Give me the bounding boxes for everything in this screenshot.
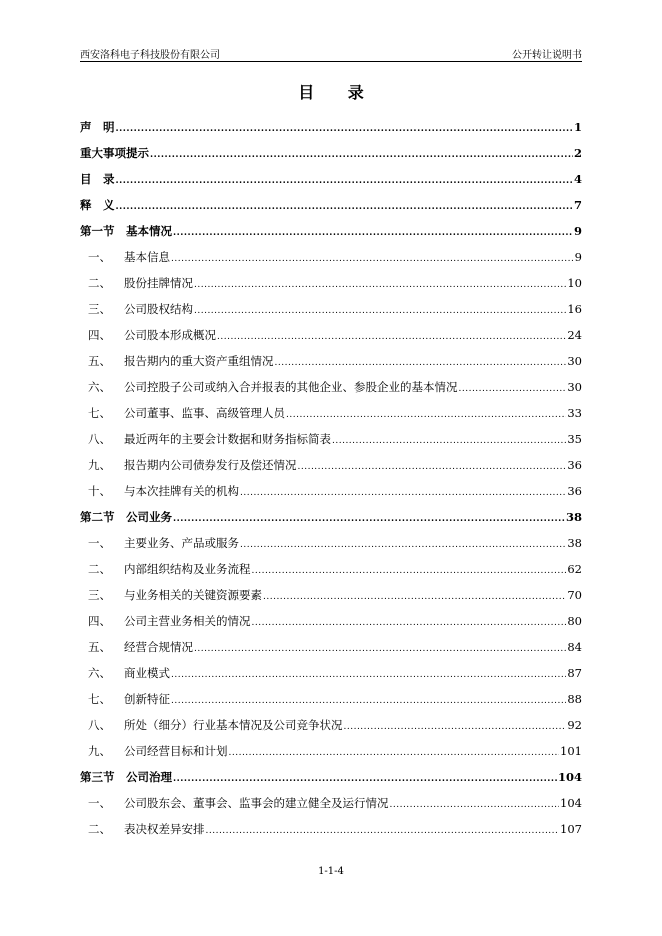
toc-dot-leader — [229, 749, 560, 758]
toc-section-entry[interactable] — [80, 192, 582, 218]
toc-entry-number: 九、 — [88, 458, 111, 472]
footer-page-number: 1-1-4 — [318, 866, 344, 877]
toc-dot-leader — [194, 645, 566, 654]
toc-entry-label: 公司经营目标和计划 — [124, 744, 228, 758]
toc-entry-page: 38 — [565, 510, 582, 524]
toc-subsection-entry[interactable] — [80, 296, 582, 322]
toc-entry-number: 八、 — [88, 718, 111, 732]
toc-dot-leader — [116, 203, 573, 212]
toc-subsection-entry[interactable] — [80, 452, 582, 478]
toc-entry-page: 4 — [573, 172, 582, 186]
toc-dot-leader — [171, 697, 566, 706]
toc-entry-label: 内部组织结构及业务流程 — [124, 562, 251, 576]
toc-entry-page: 1 — [573, 120, 582, 134]
toc-entry-label: 重大事项提示 — [80, 146, 149, 160]
toc-subsection-entry[interactable] — [80, 712, 582, 738]
toc-entry-label: 报告期内的重大资产重组情况 — [124, 354, 274, 368]
header-rule — [80, 61, 582, 62]
toc-subsection-entry[interactable] — [80, 608, 582, 634]
toc-subsection-entry[interactable] — [80, 634, 582, 660]
toc-entry-page: 2 — [573, 146, 582, 160]
toc-entry-label: 主要业务、产品或服务 — [124, 536, 239, 550]
toc-entry-number: 三、 — [88, 588, 111, 602]
toc-entry-number: 五、 — [88, 354, 111, 368]
toc-dot-leader — [171, 671, 566, 680]
toc-subsection-entry[interactable] — [80, 660, 582, 686]
toc-subsection-entry[interactable] — [80, 348, 582, 374]
toc-entry-number: 七、 — [88, 692, 111, 706]
header-company-name: 西安洛科电子科技股份有限公司 — [80, 50, 220, 61]
toc-entry-label: 释 义 — [80, 198, 115, 212]
toc-dot-leader — [240, 489, 566, 498]
toc-dot-leader — [286, 411, 566, 420]
toc-entry-page: 87 — [567, 666, 582, 680]
toc-entry-page: 70 — [567, 588, 582, 602]
toc-entry-page: 84 — [567, 640, 582, 654]
toc-entry-number: 九、 — [88, 744, 111, 758]
toc-subsection-entry[interactable] — [80, 426, 582, 452]
toc-entry-number: 二、 — [88, 276, 111, 290]
toc-entry-label: 公司控股子公司或纳入合并报表的其他企业、参股企业的基本情况 — [124, 380, 458, 394]
toc-entry-label: 商业模式 — [124, 666, 170, 680]
toc-entry-label: 公司股本形成概况 — [124, 328, 216, 342]
toc-entry-label: 第三节 公司治理 — [80, 770, 172, 784]
toc-entry-page: 36 — [567, 458, 582, 472]
toc-dot-leader — [194, 307, 566, 316]
toc-dot-leader — [332, 437, 566, 446]
header-document-type: 公开转让说明书 — [512, 50, 582, 61]
toc-entry-page: 16 — [567, 302, 582, 316]
toc-entry-page: 7 — [573, 198, 582, 212]
toc-entry-label: 声 明 — [80, 120, 115, 134]
toc-subsection-entry[interactable] — [80, 790, 582, 816]
toc-entry-label: 报告期内公司债券发行及偿还情况 — [124, 458, 297, 472]
toc-entry-number: 四、 — [88, 328, 111, 342]
toc-subsection-entry[interactable] — [80, 686, 582, 712]
toc-subsection-entry[interactable] — [80, 738, 582, 764]
toc-entry-label: 股份挂牌情况 — [124, 276, 193, 290]
toc-entry-label: 第二节 公司业务 — [80, 510, 172, 524]
toc-dot-leader — [173, 229, 573, 238]
toc-entry-number: 七、 — [88, 406, 111, 420]
page-title: 目 录 — [298, 83, 378, 102]
toc-entry-page: 38 — [567, 536, 582, 550]
toc-entry-page: 30 — [567, 354, 582, 368]
toc-subsection-entry[interactable] — [80, 478, 582, 504]
toc-entry-page: 33 — [567, 406, 582, 420]
toc-dot-leader — [116, 177, 573, 186]
toc-entry-number: 一、 — [88, 250, 111, 264]
toc-entry-label: 与本次挂牌有关的机构 — [124, 484, 239, 498]
toc-section-entry[interactable] — [80, 140, 582, 166]
toc-entry-number: 六、 — [88, 380, 111, 394]
toc-dot-leader — [173, 515, 565, 524]
toc-entry-label: 公司主营业务相关的情况 — [124, 614, 251, 628]
toc-entry-label: 公司股权结构 — [124, 302, 193, 316]
toc-entry-page: 104 — [560, 796, 582, 810]
toc-section-entry[interactable] — [80, 764, 582, 790]
toc-entry-label: 公司董事、监事、高级管理人员 — [124, 406, 285, 420]
toc-entry-label: 创新特征 — [124, 692, 170, 706]
toc-entry-number: 二、 — [88, 822, 111, 836]
toc-entry-page: 104 — [557, 770, 582, 784]
toc-subsection-entry[interactable] — [80, 530, 582, 556]
toc-entry-number: 四、 — [88, 614, 111, 628]
toc-dot-leader — [275, 359, 567, 368]
toc-section-entry[interactable] — [80, 114, 582, 140]
toc-dot-leader — [116, 125, 573, 134]
toc-dot-leader — [173, 775, 557, 784]
toc-entry-page: 101 — [560, 744, 582, 758]
toc-subsection-entry[interactable] — [80, 582, 582, 608]
toc-entry-number: 一、 — [88, 796, 111, 810]
toc-subsection-entry[interactable] — [80, 400, 582, 426]
toc-entry-page: 88 — [567, 692, 582, 706]
toc-dot-leader — [459, 385, 567, 394]
toc-subsection-entry[interactable] — [80, 556, 582, 582]
toc-dot-leader — [252, 619, 567, 628]
toc-entry-number: 一、 — [88, 536, 111, 550]
toc-entry-page: 107 — [560, 822, 582, 836]
toc-subsection-entry[interactable] — [80, 244, 582, 270]
toc-dot-leader — [150, 151, 573, 160]
toc-entry-label: 最近两年的主要会计数据和财务指标简表 — [124, 432, 331, 446]
page-footer — [0, 866, 662, 877]
toc-entry-number: 六、 — [88, 666, 111, 680]
toc-dot-leader — [263, 593, 566, 602]
toc-dot-leader — [206, 827, 560, 836]
toc-dot-leader — [344, 723, 567, 732]
toc-entry-label: 第一节 基本情况 — [80, 224, 172, 238]
toc-section-entry[interactable] — [80, 504, 582, 530]
toc-dot-leader — [217, 333, 566, 342]
table-of-contents — [80, 114, 582, 842]
toc-entry-number: 二、 — [88, 562, 111, 576]
toc-dot-leader — [390, 801, 560, 810]
toc-entry-label: 基本信息 — [124, 250, 170, 264]
toc-section-entry[interactable] — [80, 166, 582, 192]
toc-entry-label: 表决权差异安排 — [124, 822, 205, 836]
toc-entry-number: 十、 — [88, 484, 111, 498]
toc-entry-page: 62 — [567, 562, 582, 576]
toc-entry-label: 目 录 — [80, 172, 115, 186]
toc-entry-page: 9 — [573, 224, 582, 238]
toc-entry-label: 与业务相关的关键资源要素 — [124, 588, 262, 602]
toc-dot-leader — [252, 567, 567, 576]
toc-subsection-entry[interactable] — [80, 322, 582, 348]
toc-entry-page: 92 — [567, 718, 582, 732]
toc-entry-number: 三、 — [88, 302, 111, 316]
toc-section-entry[interactable] — [80, 218, 582, 244]
toc-subsection-entry[interactable] — [80, 270, 582, 296]
toc-entry-page: 80 — [567, 614, 582, 628]
toc-entry-number: 八、 — [88, 432, 111, 446]
toc-entry-page: 9 — [574, 250, 582, 264]
toc-entry-page: 36 — [567, 484, 582, 498]
toc-entry-page: 35 — [567, 432, 582, 446]
toc-entry-label: 所处（细分）行业基本情况及公司竞争状况 — [124, 718, 343, 732]
toc-subsection-entry[interactable] — [80, 816, 582, 842]
toc-entry-label: 公司股东会、董事会、监事会的建立健全及运行情况 — [124, 796, 389, 810]
toc-entry-page: 30 — [567, 380, 582, 394]
page-header — [80, 44, 582, 61]
toc-entry-page: 24 — [567, 328, 582, 342]
toc-dot-leader — [240, 541, 566, 550]
toc-dot-leader — [298, 463, 567, 472]
toc-entry-page: 10 — [567, 276, 582, 290]
toc-entry-label: 经营合规情况 — [124, 640, 193, 654]
toc-dot-leader — [171, 255, 574, 264]
toc-entry-number: 五、 — [88, 640, 111, 654]
toc-subsection-entry[interactable] — [80, 374, 582, 400]
toc-dot-leader — [194, 281, 566, 290]
